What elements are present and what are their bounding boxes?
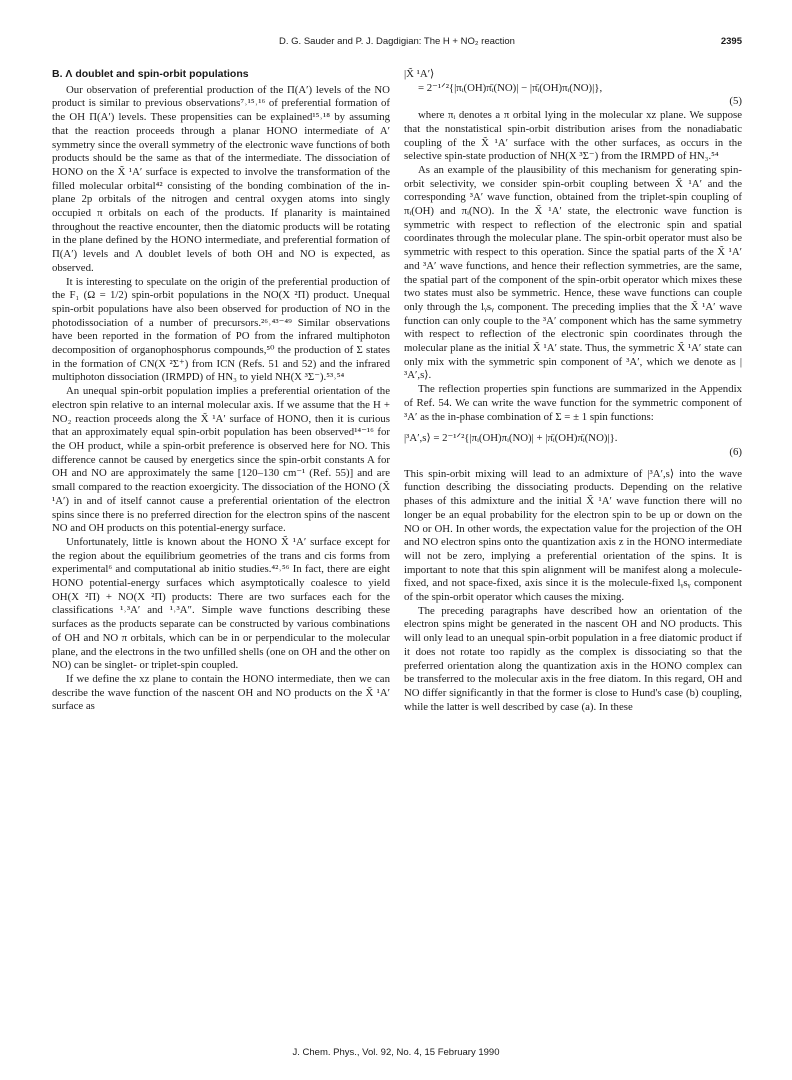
paragraph-spin-mixing: This spin-orbit mixing will lead to an admixture of |³A′,s⟩ into the wave function describing the dissociating products. Depending on the relative phases of this admixture and the initial X̃ ¹A′ wave function there will no longer be an equal probability for the electron spin to be up or down on the NO or OH. In other words, the expectation value for the projection of the OH and NO electron spins onto the quantization axis z in the HONO intermediate will not be zero, implying a preferential orientation of the spins. It is important to note that this spin alignment will be manifest along a molecule-fixed, and not space-fixed, axis since it is the molecule-fixed lᵧsᵧ component of the spin-orbit operator which causes the mixing. bbox=[404, 467, 742, 604]
paragraph-pi-orbital: where πᵢ denotes a π orbital lying in the molecular xz plane. We suppose that the nonstatistical spin-orbit distribution arises from the nonadiabatic coupling of the X̃ ¹A′ surface with the other surfaces, as occurs in the selective spin-state production of NH(X ³Σ⁻) from the IRMPD of HN₃.⁵⁴ bbox=[404, 109, 742, 163]
paragraph-spin-orbit-origin: It is interesting to speculate on the origin of the preferential production of the F₁ (Ω = 1/2) spin-orbit populations in the NO(X ²Π) product. Unequal spin-orbit populations have also been observed for production of NO in the photodissociation of a number of precursors.²⁶˒⁴³⁻⁴⁹ Similar observations have been reported in the formation of PO from the infrared multiphoton decomposition of organophosphorus compounds,⁵⁰ the production of Σ states in the formation of CN(X ²Σ⁺) from ICN (Refs. 51 and 52) and the infrared multiphoton dissociation (IRMPD) of HN₃ to yield NH(X ³Σ⁻).⁵³˒⁵⁴ bbox=[52, 275, 390, 384]
equation-5-line-2: = 2⁻¹ᐟ²{|πᵢ(OH)π̄ᵢ(NO)| − |π̄ᵢ(OH)πᵢ(NO)|}, bbox=[418, 81, 603, 94]
equation-5-line-1: |X̃ ¹A′⟩ bbox=[404, 68, 435, 80]
page-number: 2395 bbox=[720, 36, 742, 47]
equation-5-number: (5) bbox=[729, 95, 742, 108]
paragraph-reflection-properties: The reflection properties spin functions are summarized in the Appendix of Ref. 54. We can write the wave function for the symmetric component of ³A′ as the in-phase combination of Σ = ± 1 spin functions: bbox=[404, 383, 742, 423]
left-column bbox=[52, 68, 390, 714]
section-heading: B. Λ doublet and spin-orbit populations bbox=[52, 68, 249, 80]
page-header bbox=[52, 36, 742, 52]
paragraph-plausibility: As an example of the plausibility of this mechanism for generating spin-orbit selectivity, we consider spin-orbit coupling between X̃ ¹A′ and the corresponding ³A′ wave function, obtained from the triplet-spin coupling of πᵢ(OH) and πᵢ(NO). In the X̃ ¹A′ state, the electronic wave function is symmetric with respect to reflection of the electronic spin and spatial coordinates through the molecular plane. The spin-orbit operator must also be symmetric with respect to this operation. Since the spatial parts of the X̃ ¹A′ and ³A′ wave functions, and hence their reflection symmetries, are the same, the spatial part of the component of the spin-orbit operator which mixes these two states must also be symmetric. Hence, these wave functions can couple only through the lᵧsᵧ component. The preceding implies that the X̃ ¹A′ wave function can only couple to the ³A′ component which has the same symmetry with respect to reflection of the electronic spin coordinates through the molecular plane as the initial X̃ ¹A′ state. Thus, the symmetric X̃ ¹A′ state can only mix with the symmetric spin component of ³A′, which we denote as |³A′,s⟩. bbox=[404, 163, 742, 382]
paragraph-xz-plane: If we define the xz plane to contain the HONO intermediate, then we can describe the wave function of the nascent OH and NO products on the X̃ ¹A′ surface as bbox=[52, 672, 390, 713]
right-column bbox=[404, 68, 742, 714]
equation-5 bbox=[404, 68, 742, 109]
paragraph-unequal-population: An unequal spin-orbit population implies a preferential orientation of the electron spin relative to an internal molecular axis. If we assume that the H + NO₂ reaction proceeds along the X̃ ¹A′ surface of HONO, then it is curious that an approximately equal spin-orbit population has been observed¹⁴⁻¹⁶ for the OH product, while a spin-orbit preference is observed here for NO. This difference cannot be caused by energetics since the spin-orbit constants A for OH and NO are approximately the same [120–130 cm⁻¹ (Ref. 55)] and are small compared to the reaction exoergicity. The dissociation of the HONO (X̃ ¹A′) in and of itself cannot cause a preferential orientation of the electron spins since there is no preferred direction for the electron spins of the nascent NO and OH products on this potential-energy surface. bbox=[52, 385, 390, 535]
journal-citation-footer: J. Chem. Phys., Vol. 92, No. 4, 15 February 1990 bbox=[292, 1047, 500, 1058]
equation-6-line-1: |³A′,s⟩ = 2⁻¹ᐟ²{|πᵢ(OH)πᵢ(NO)| + |π̄ᵢ(OH)π̄ᵢ(NO)|}. bbox=[404, 432, 618, 445]
paragraph-orientation-transfer: The preceding paragraphs have described how an orientation of the electron spins might be generated in the nascent OH and NO products. This will only lead to an unequal spin-orbit population in a free diatomic product if it does not rotate too rapidly as the complex is dissociating so that the preferred orientation along the quantization axis in the HONO complex can be transferred to the molecular axis in the free diatom. In this regard, OH and NO differ significantly in that the former is close to Hund's case (b) coupling, while the latter is well described by case (a). In these bbox=[404, 604, 742, 713]
paragraph-lambda-doublet: Our observation of preferential production of the Π(A′) levels of the NO product is similar to previous observations⁷˒¹⁵˒¹⁶ of preferential formation of the OH Π(A′) levels. These propensities can be explained¹⁵˒¹⁸ by assuming that the reaction proceeds through a planar HONO intermediate of A′ symmetry since the overall symmetry of the electronic wave functions of both products should be the same as that of the intermediate. The dissociation of HONO on the X̃ ¹A′ surface is expected to involve the transformation of the filled molecular orbital⁴² consisting of the bonding combination of the in-plane 2p orbitals of the nitrogen and central oxygen atoms into singly occupied π orbitals on each of the products. If planarity is maintained throughout the reactive encounter, then the diatomic products will be rotating in the plane defined by the HONO intermediate, and preferential formation of Π(A′) levels and Λ doublet levels of both OH and NO is expected, as observed. bbox=[52, 83, 390, 274]
equation-6-number: (6) bbox=[729, 445, 742, 458]
equation-6 bbox=[404, 432, 742, 459]
paragraph-potential-surfaces: Unfortunately, little is known about the HONO X̃ ¹A′ surface except for the region about the equilibrium geometries of the trans and cis forms from experimental⁶ and computational ab initio studies.⁴²˒⁵⁶ In fact, there are eight HONO potential-energy surfaces which asymptotically coalesce to yield OH(X ²Π) + NO(X ²Π) products: There are two surfaces each for the classifications ¹˒³A′ and ¹˒³A″. Simple wave functions describing these surfaces as the products separate can be constructed by various combinations of OH and NO π orbitals, which can be in or perpendicular to the molecular plane, and the electrons in the two unfilled shells (one on OH and the other on NO) can be singlet- or triplet-spin coupled. bbox=[52, 535, 390, 672]
running-title: D. G. Sauder and P. J. Dagdigian: The H + NO₂ reaction bbox=[279, 36, 515, 47]
